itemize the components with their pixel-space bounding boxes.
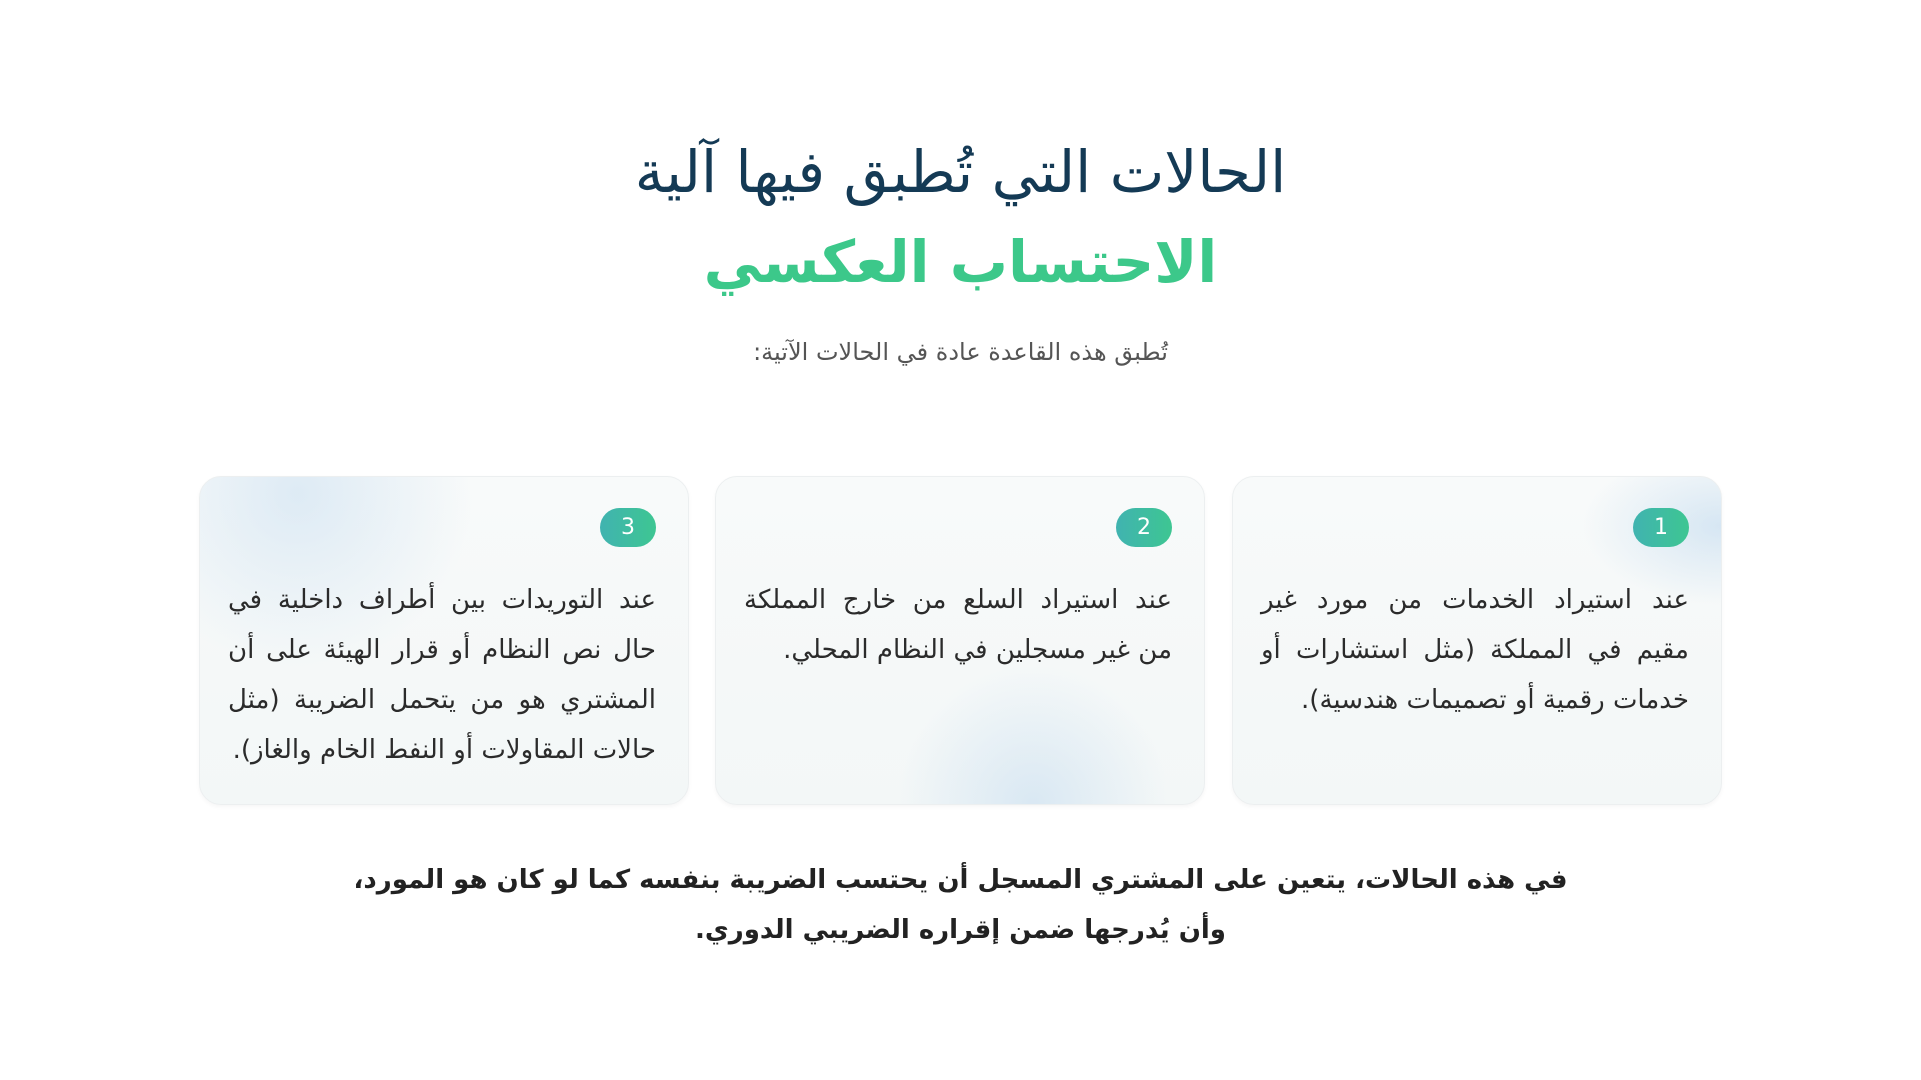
case-description: عند استيراد الخدمات من مورد غير مقيم في المملكة (مثل استشارات أو خدمات رقمية أو تصميمات هندسية). [1261,585,1689,715]
case-card-1 [1232,476,1722,805]
case-number-badge: 1 [1633,508,1689,547]
page-title-highlight: الاحتساب العكسي [703,228,1218,296]
case-card-2 [715,476,1205,805]
case-card-3 [199,476,689,805]
page-subtitle: تُطبق هذه القاعدة عادة في الحالات الآتية: [753,338,1168,366]
page-title: الحالات التي تُطبق فيها آلية [634,138,1287,206]
conclusion-text [0,855,1921,955]
case-number-badge: 2 [1116,508,1172,547]
case-number-badge: 3 [600,508,656,547]
case-description: عند استيراد السلع من خارج المملكة من غير مسجلين في النظام المحلي. [744,585,1172,665]
case-description: عند التوريدات بين أطراف داخلية في حال نص النظام أو قرار الهيئة على أن المشتري هو من يتحمل الضريبة (مثل حالات المقاولات أو النفط الخام والغاز). [228,585,656,765]
conclusion-line-2: وأن يُدرجها ضمن إقراره الضريبي الدوري. [695,915,1226,945]
conclusion-line-1: في هذه الحالات، يتعين على المشتري المسجل أن يحتسب الضريبة بنفسه كما لو كان هو المورد، [353,865,1568,895]
